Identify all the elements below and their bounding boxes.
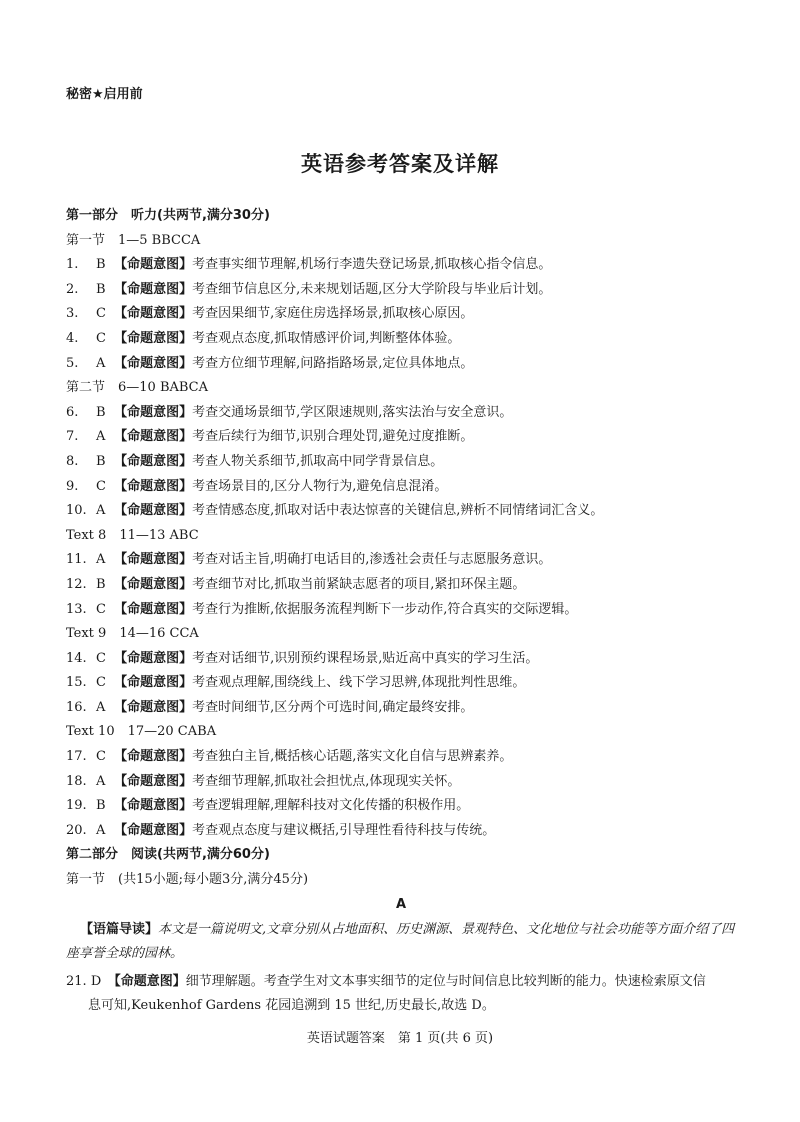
item-number: 19.	[66, 798, 87, 814]
part2-heading: 第二部分 阅读(共两节,满分60分)	[66, 847, 270, 863]
text9-answers: Text 9 14—16 CCA	[66, 626, 199, 642]
item-answer: B	[96, 404, 106, 420]
item-number: 3.	[66, 306, 79, 322]
item-answer: B	[96, 257, 106, 273]
item-answer: A	[96, 552, 106, 568]
item-explanation: 考查观点态度与建议概括,引导理性看待科技与传统。	[192, 822, 496, 838]
q21-text-1: 细节理解题。考查学生对文本事实细节的定位与时间信息比较判断的能力。快速检索原文信	[185, 974, 706, 990]
item-tag: 【命题意图】	[114, 798, 193, 814]
answer-group-2	[66, 401, 736, 524]
answer-item	[66, 302, 736, 327]
item-answer: B	[96, 798, 106, 814]
item-answer: C	[96, 749, 106, 765]
answer-item	[66, 425, 736, 450]
item-tag: 【命题意图】	[114, 822, 193, 838]
item-number: 5.	[66, 355, 79, 371]
item-answer: A	[96, 699, 106, 715]
q21-number: 21.	[66, 974, 87, 990]
answer-item	[66, 450, 736, 475]
confidential-label: 秘密★启用前	[66, 87, 143, 102]
q21-tag: 【命题意图】	[114, 974, 186, 990]
item-answer: A	[96, 355, 106, 371]
reading-section1: 第一节 (共15小题;每小题3分,满分45分)	[66, 872, 309, 888]
item-explanation: 考查独白主旨,概括核心话题,落实文化自信与思辨素养。	[192, 749, 513, 765]
item-tag: 【命题意图】	[114, 503, 193, 519]
section2-answers: 第二节 6—10 BABCA	[66, 380, 209, 396]
item-answer: A	[96, 822, 106, 838]
item-explanation: 考查观点理解,围绕线上、线下学习思辨,体现批判性思维。	[192, 675, 526, 691]
passage-guide	[66, 918, 736, 966]
item-tag: 【命题意图】	[114, 699, 193, 715]
item-number: 12.	[66, 576, 87, 592]
item-tag: 【命题意图】	[114, 453, 193, 469]
item-number: 10.	[66, 503, 87, 519]
item-answer: B	[96, 576, 106, 592]
item-tag: 【命题意图】	[114, 404, 193, 420]
q21-text-2: 息可知,Keukenhof Gardens 花园追溯到 15 世纪,历史最长,故选 D。	[88, 998, 495, 1014]
item-explanation: 考查逻辑理解,理解科技对文化传播的积极作用。	[192, 798, 470, 814]
text8-answers: Text 8 11—13 ABC	[66, 527, 199, 543]
item-answer: C	[96, 601, 106, 617]
item-explanation: 考查对话主旨,明确打电话目的,渗透社会责任与志愿服务意识。	[192, 552, 552, 568]
item-number: 7.	[66, 429, 79, 445]
guide-tag: 【语篇导读】	[80, 922, 159, 938]
passage-label: A	[395, 896, 407, 912]
item-number: 2.	[66, 281, 79, 297]
item-number: 15.	[66, 675, 87, 691]
item-number: 13.	[66, 601, 87, 617]
answer-item	[66, 278, 736, 303]
item-number: 9.	[66, 478, 79, 494]
item-number: 6.	[66, 404, 79, 420]
page-footer: 英语试题答案 第 1 页(共 6 页)	[306, 1031, 494, 1046]
answer-item	[66, 548, 736, 573]
item-answer: A	[96, 429, 106, 445]
item-tag: 【命题意图】	[114, 257, 193, 273]
answer-item	[66, 794, 736, 819]
item-tag: 【命题意图】	[114, 306, 193, 322]
answer-item	[66, 499, 736, 524]
item-answer: C	[96, 478, 106, 494]
item-explanation: 考查交通场景细节,学区限速规则,落实法治与安全意识。	[192, 404, 513, 420]
answer-item	[66, 401, 736, 426]
item-answer: A	[96, 773, 106, 789]
answer-item	[66, 327, 736, 352]
item-explanation: 考查情感态度,抓取对话中表达惊喜的关键信息,辨析不同情绪词汇含义。	[192, 503, 604, 519]
item-number: 1.	[66, 257, 79, 273]
answer-item	[66, 475, 736, 500]
item-answer: B	[96, 453, 106, 469]
item-tag: 【命题意图】	[114, 576, 193, 592]
answer-item	[66, 352, 736, 377]
item-tag: 【命题意图】	[114, 650, 193, 666]
item-answer: C	[96, 675, 106, 691]
answer-item	[66, 671, 736, 696]
part1-heading: 第一部分 听力(共两节,满分30分)	[66, 208, 270, 223]
item-tag: 【命题意图】	[114, 281, 193, 297]
item-explanation: 考查后续行为细节,识别合理处罚,避免过度推断。	[192, 429, 474, 445]
item-tag: 【命题意图】	[114, 552, 193, 568]
item-explanation: 考查细节信息区分,未来规划话题,区分大学阶段与毕业后计划。	[192, 281, 552, 297]
answer-item	[66, 819, 736, 844]
item-explanation: 考查观点态度,抓取情感评价词,判断整体体验。	[192, 330, 461, 346]
item-tag: 【命题意图】	[114, 773, 193, 789]
answer-item	[66, 696, 736, 721]
item-tag: 【命题意图】	[114, 330, 193, 346]
item-tag: 【命题意图】	[114, 749, 193, 765]
item-number: 4.	[66, 330, 79, 346]
item-number: 16.	[66, 699, 87, 715]
item-explanation: 考查行为推断,依据服务流程判断下一步动作,符合真实的交际逻辑。	[192, 601, 578, 617]
document-title: 英语参考答案及详解	[301, 152, 499, 176]
answer-group-4	[66, 647, 736, 721]
item-tag: 【命题意图】	[114, 601, 193, 617]
item-explanation: 考查方位细节理解,问路指路场景,定位具体地点。	[192, 355, 474, 371]
answer-content	[66, 204, 736, 1018]
answer-item	[66, 573, 736, 598]
item-number: 14.	[66, 650, 87, 666]
item-number: 20.	[66, 822, 87, 838]
answer-group-1	[66, 253, 736, 376]
section1-answers: 第一节 1—5 BBCCA	[66, 232, 201, 248]
item-explanation: 考查细节理解,抓取社会担忧点,体现现实关怀。	[192, 773, 461, 789]
item-number: 11.	[66, 552, 87, 568]
answer-item	[66, 647, 736, 672]
question-21	[66, 970, 736, 1018]
answer-item	[66, 745, 736, 770]
item-tag: 【命题意图】	[114, 429, 193, 445]
item-answer: B	[96, 281, 106, 297]
guide-text: 本文是一篇说明文,文章分别从占地面积、历史渊源、景观特色、文化地位与社会功能等方面介绍了四座享誉全球的园林。	[66, 922, 735, 962]
answer-item	[66, 770, 736, 795]
answer-group-5	[66, 745, 736, 843]
item-explanation: 考查事实细节理解,机场行李遗失登记场景,抓取核心指令信息。	[192, 257, 552, 273]
item-answer: C	[96, 650, 106, 666]
item-explanation: 考查人物关系细节,抓取高中同学背景信息。	[192, 453, 444, 469]
answer-item	[66, 253, 736, 278]
item-tag: 【命题意图】	[114, 675, 193, 691]
item-number: 8.	[66, 453, 79, 469]
item-explanation: 考查时间细节,区分两个可选时间,确定最终安排。	[192, 699, 474, 715]
item-tag: 【命题意图】	[114, 478, 193, 494]
item-number: 18.	[66, 773, 87, 789]
item-explanation: 考查因果细节,家庭住房选择场景,抓取核心原因。	[192, 306, 474, 322]
item-tag: 【命题意图】	[114, 355, 193, 371]
answer-group-3	[66, 548, 736, 622]
q21-answer: D	[90, 974, 102, 990]
item-number: 17.	[66, 749, 87, 765]
item-explanation: 考查细节对比,抓取当前紧缺志愿者的项目,紧扣环保主题。	[192, 576, 526, 592]
item-answer: A	[96, 503, 106, 519]
item-answer: C	[96, 330, 106, 346]
item-explanation: 考查对话细节,识别预约课程场景,贴近高中真实的学习生活。	[192, 650, 539, 666]
item-explanation: 考查场景目的,区分人物行为,避免信息混淆。	[192, 478, 448, 494]
text10-answers: Text 10 17—20 CABA	[66, 724, 217, 740]
item-answer: C	[96, 306, 106, 322]
answer-item	[66, 598, 736, 623]
